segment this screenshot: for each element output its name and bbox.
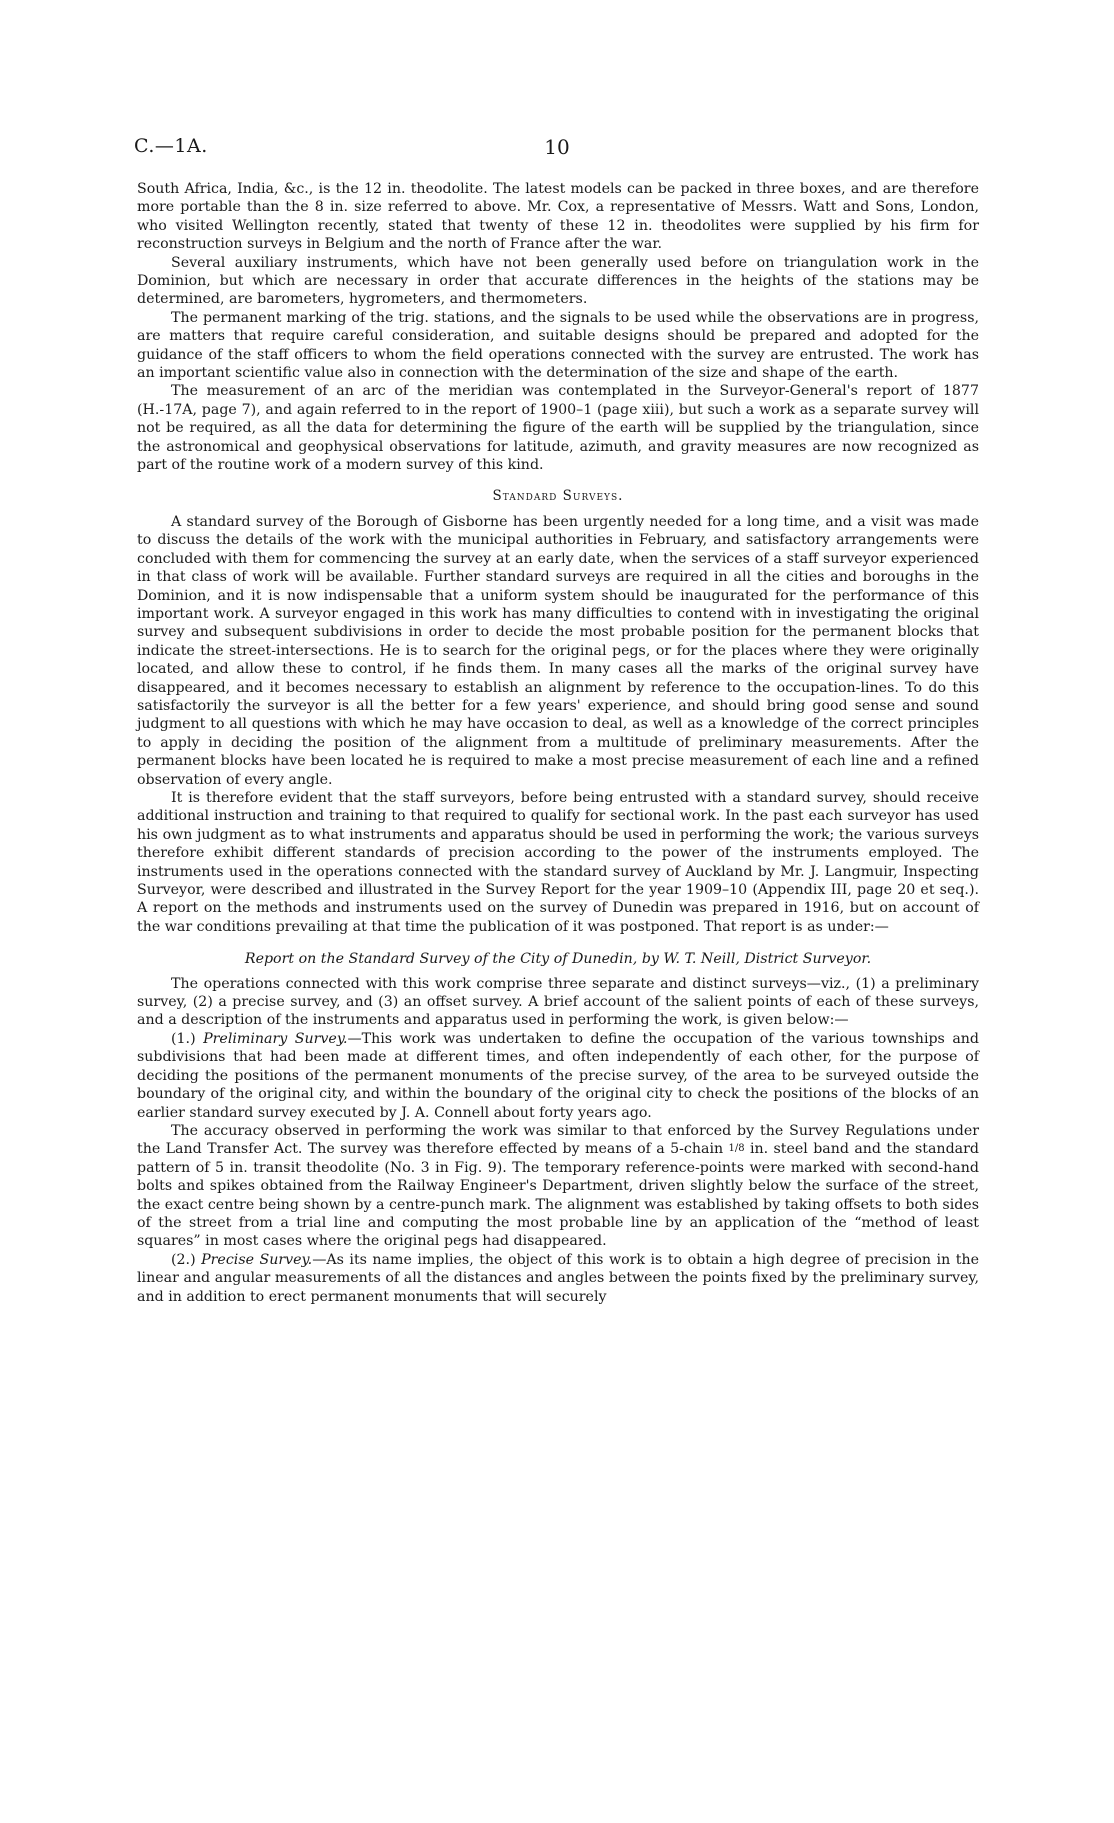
page-header bbox=[134, 135, 980, 165]
paragraph: The operations connected with this work comprise three separate and distinct surveys—viz., (1) a preliminary survey, (2) a precise survey, and (3) an offset survey. A brief account of the salient points of each of these surveys, and a description of the instruments and apparatus used in performing the work, is given below:— bbox=[137, 975, 979, 1029]
paragraph: The measurement of an arc of the meridian was contemplated in the Surveyor-General's report of 1877 (H.-17A, page 7), and again referred to in the report of 1900–1 (page xiii), but such a work as a separate survey will not be required, as all the data for determining the figure of the earth will be supplied by the triangulation, since the astronomical and geophysical observations for latitude, azimuth, and gravity measures are now recognized as part of the routine work of a modern survey of this kind. bbox=[137, 383, 979, 474]
paragraph: The permanent marking of the trig. stations, and the signals to be used while the observations are in progress, are matters that require careful consideration, and suitable designs should be prepared and adopted for the guidance of the staff officers to whom the field operations connected with the survey are entrusted. The work has an important scientific value also in connection with the determination of the size and shape of the earth. bbox=[137, 309, 979, 382]
subsection-lead: Preliminary Survey. bbox=[203, 1030, 348, 1047]
paragraph-text: —This work was undertaken to define the occupation of the various townships and subdivisions that had been made at different times, and often independently of each other, for the purpose of deciding the positions of the permanent monuments of the precise survey, of the area to be surveyed outside the boundary of the original city, and within the boundary of the original city to check the positions of the blocks of an earlier standard survey executed by J. A. Connell about forty years ago. bbox=[137, 1030, 980, 1121]
fraction: 1/8 bbox=[728, 1143, 745, 1155]
document-reference: C.—1A. bbox=[134, 135, 208, 157]
page-number: 10 bbox=[544, 135, 570, 159]
paragraph: A standard survey of the Borough of Gisborne has been urgently needed for a long time, and a visit was made to discuss the details of the work with the municipal authorities in February, and satisfactory arrangements were concluded with them for commencing the survey at an early date, when the services of a staff surveyor experienced in that class of work will be available. Further standard surveys are required in all the cities and boroughs in the Dominion, and it is now indispensable that a uniform system should be inaugurated for the performance of this important work. A surveyor engaged in this work has many difficulties to contend with in investigating the original survey and subsequent subdivisions in order to decide the most probable position for the permanent blocks that indicate the street-intersections. He is to search for the original pegs, or for the places where they were originally located, and allow these to control, if he finds them. In many cases all the marks of the original survey have disappeared, and it becomes necessary to establish an alignment by reference to the occupation-lines. To do this satisfactorily the surveyor is all the better for a few years' experience, and should bring good sense and sound judgment to all questions with which he may have occasion to deal, as well as a knowledge of the correct principles to apply in deciding the position of the alignment from a multitude of preliminary measurements. After the permanent blocks have been located he is required to make a most precise measurement of each line and a refined observation of every angle. bbox=[137, 513, 979, 788]
paragraph-text: in. steel band and the standard pattern of 5 in. transit theodolite (No. 3 in Fig. 9). The temporary reference-points were marked with second-hand bolts and spikes obtained from the Railway Engineer's Department, driven slightly below the surface of the street, the exact centre being shown by a centre-punch mark. The alignment was established by taking offsets to both sides of the street from a trial line and computing the most probable line by an application of the “method of least squares” in most cases where the original pegs had disappeared. bbox=[137, 1141, 979, 1250]
subsection-lead: Precise Survey. bbox=[201, 1251, 313, 1268]
paragraph: South Africa, India, &c., is the 12 in. theodolite. The latest models can be packed in three boxes, and are therefore more portable than the 8 in. size referred to above. Mr. Cox, a representative of Messrs. Watt and Sons, London, who visited Wellington recently, stated that twenty of these 12 in. theodolites were supplied by his firm for reconstruction surveys in Belgium and the north of France after the war. bbox=[137, 181, 979, 253]
paragraph: It is therefore evident that the staff surveyors, before being entrusted with a standard survey, should receive additional instruction and training to that required to qualify for sectional work. In the past each surveyor has used his own judgment as to what instruments and apparatus should be used in performing the work; the various surveys therefore exhibit different standards of precision according to the power of the instruments employed. The instruments used in the operations connected with the standard survey of Auckland by Mr. J. Langmuir, Inspecting Surveyor, were described and illustrated in the Survey Report for the year 1909–10 (Appendix III, page 20 et seq.). A report on the methods and instruments used on the survey of Dunedin was prepared in 1916, but on account of the war conditions prevailing at that time the publication of it was postponed. That report is as under:— bbox=[137, 790, 979, 935]
paragraph-precise-survey bbox=[137, 1251, 979, 1306]
paragraph-text: The accuracy observed in performing the work was similar to that enforced by the Survey Regulations under the Land Transfer Act. The survey was therefore effected by means of a 5-chain bbox=[137, 1122, 979, 1158]
list-number: (1.) bbox=[171, 1030, 204, 1047]
paragraph-accuracy bbox=[137, 1122, 979, 1251]
section-heading: Standard Surveys. bbox=[492, 487, 624, 504]
paragraph: Several auxiliary instruments, which have not been generally used before on triangulation work in the Dominion, but which are necessary in order that accurate differences in the heights of the stations may be determined, are barometers, hygrometers, and thermometers. bbox=[137, 254, 979, 308]
paragraph-preliminary-survey bbox=[137, 1030, 979, 1122]
list-number: (2.) bbox=[171, 1251, 202, 1268]
paragraph-text: —As its name implies, the object of this work is to obtain a high degree of precision in the linear and angular measurements of all the distances and angles between the points fixed by the preliminary survey, and in addition to erect permanent monuments that will securely bbox=[137, 1251, 979, 1305]
page-body bbox=[137, 180, 979, 1306]
report-title: Report on the Standard Survey of the City of Dunedin, by W. T. Neill, District Surveyor. bbox=[244, 951, 872, 968]
